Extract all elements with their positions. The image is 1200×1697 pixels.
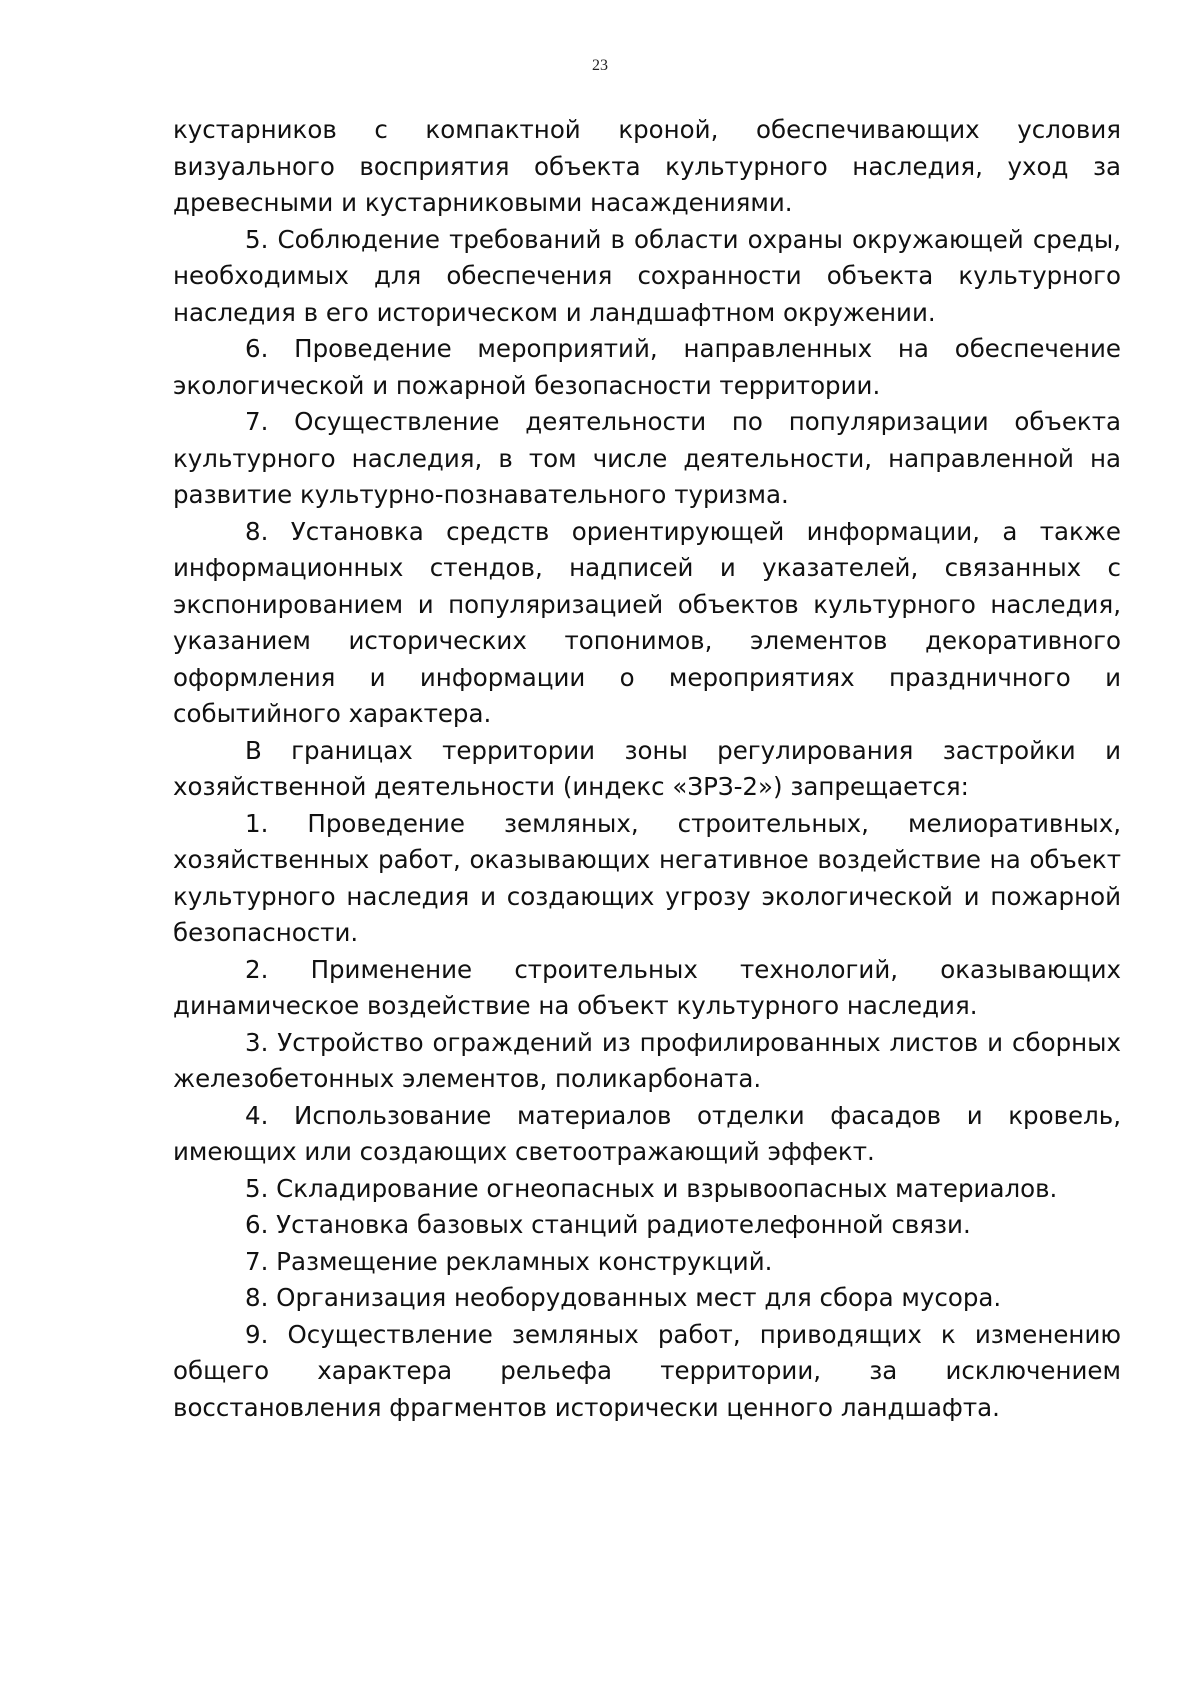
- document-body: [173, 112, 1121, 1426]
- paragraph-continuation: кустарников с компактной кроной, обеспечивающих условия визуального восприятия объекта культурного наследия, уход за древесными и кустарниковыми насаждениями.: [173, 115, 1121, 217]
- paragraph-zrz2-heading: В границах территории зоны регулирования застройки и хозяйственной деятельности (индекс «ЗРЗ-2») запрещается:: [173, 735, 1121, 801]
- paragraph-prohibition-4: 4. Использование материалов отделки фасадов и кровель, имеющих или создающих светоотражающий эффект.: [173, 1100, 1121, 1166]
- paragraph-item-5-environment: 5. Соблюдение требований в области охраны окружающей среды, необходимых для обеспечения сохранности объекта культурного наследия в его историческом и ландшафтном окружении.: [173, 224, 1121, 327]
- paragraph-prohibition-9: 9. Осуществление земляных работ, приводящих к изменению общего характера рельефа территории, за исключением восстановления фрагментов исторически ценного ландшафта.: [173, 1319, 1121, 1422]
- paragraph-prohibition-1: 1. Проведение земляных, строительных, мелиоративных, хозяйственных работ, оказывающих негативное воздействие на объект культурного наследия и создающих угрозу экологической и пожарной безопасности.: [173, 808, 1121, 947]
- paragraph-prohibition-6: 6. Установка базовых станций радиотелефонной связи.: [245, 1210, 971, 1239]
- paragraph-item-6-safety: 6. Проведение мероприятий, направленных на обеспечение экологической и пожарной безопасности территории.: [173, 334, 1121, 400]
- paragraph-prohibition-7: 7. Размещение рекламных конструкций.: [245, 1246, 773, 1276]
- paragraph-prohibition-2: 2. Применение строительных технологий, оказывающих динамическое воздействие на объект культурного наследия.: [173, 954, 1121, 1020]
- paragraph-prohibition-3: 3. Устройство ограждений из профилированных листов и сборных железобетонных элементов, поликарбоната.: [173, 1027, 1121, 1093]
- paragraph-item-8-orientation: 8. Установка средств ориентирующей информации, а также информационных стендов, надписей и указателей, связанных с экспонированием и популяризацией объектов культурного наследия, указанием исторических топонимов, элементов декоративного оформления и информации о мероприятиях праздничного и событийного характера.: [173, 516, 1121, 728]
- paragraph-item-7-popularization: 7. Осуществление деятельности по популяризации объекта культурного наследия, в том числе деятельности, направленной на развитие культурно-познавательного туризма.: [173, 407, 1121, 509]
- paragraph-prohibition-8: 8. Организация необорудованных мест для сбора мусора.: [245, 1283, 1002, 1312]
- paragraph-prohibition-5: 5. Складирование огнеопасных и взрывоопасных материалов.: [245, 1173, 1058, 1203]
- page-number: 23: [592, 57, 608, 74]
